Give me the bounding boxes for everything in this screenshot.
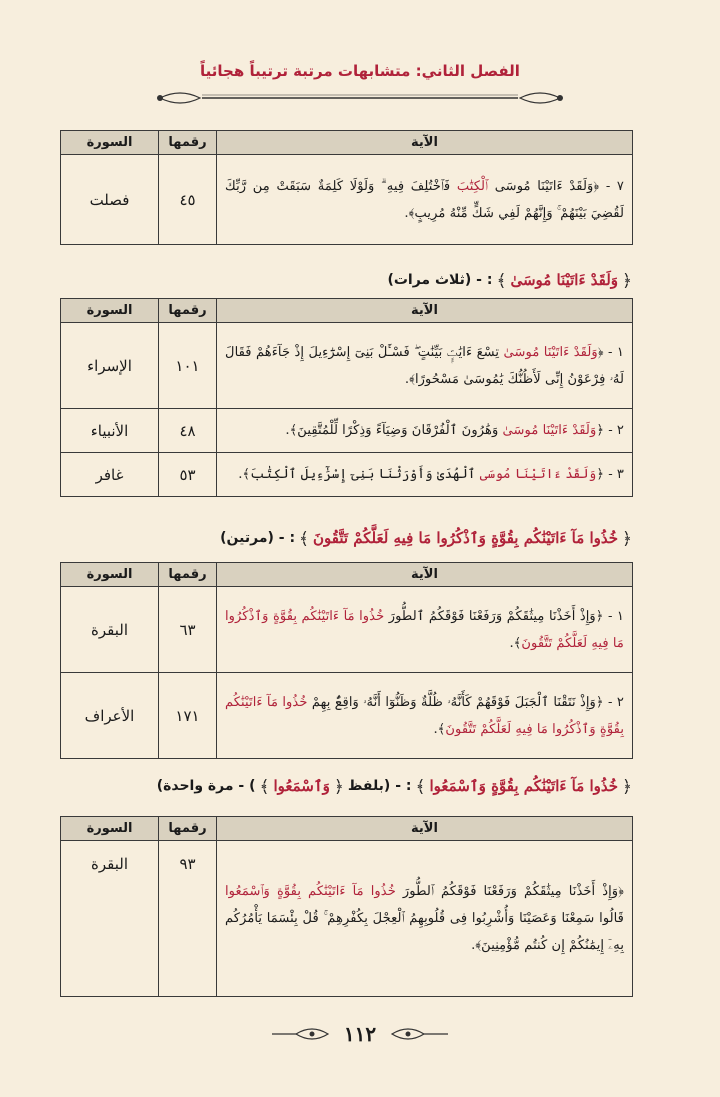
col-header-ayah: الآية bbox=[217, 299, 633, 323]
ayah-number: ١٧١ bbox=[159, 673, 217, 759]
bracket-open: ﴿ bbox=[333, 776, 344, 797]
ayah-number: ٤٥ bbox=[159, 155, 217, 245]
ayah-text: وَإِذْ أَخَذْنَا مِيثَٰقَكُمْ وَرَفَعْنَا فَوْقَكُمُ ٱلطُّورَ bbox=[384, 608, 596, 624]
col-header-surah: السورة bbox=[61, 299, 159, 323]
ayah-cell bbox=[217, 323, 633, 409]
table-row bbox=[61, 323, 633, 409]
bracket-open: ﴿ bbox=[622, 776, 632, 797]
section-note: : - (بلفظ bbox=[347, 778, 412, 794]
ayah-highlight: خُذُوا مَآ ءَاتَيْنَٰكُم بِقُوَّةٍ وَٱسْمَعُوا bbox=[225, 884, 396, 899]
section-note: : - (مرتين) bbox=[220, 530, 296, 546]
table-wasmau bbox=[60, 816, 633, 997]
bracket-open: ﴿ bbox=[593, 178, 600, 194]
ayah-highlight: خُذُوا مَآ ءَاتَيْنَٰكُم بِقُوَّةٍ وَٱذْكُرُوا مَا فِيهِ لَعَلَّكُمْ تَتَّقُونَ bbox=[225, 694, 624, 737]
table-row bbox=[61, 841, 633, 997]
bracket-close: ﴾. bbox=[285, 423, 298, 438]
bracket-close: ﴾. bbox=[509, 635, 522, 651]
bracket-open: ﴿ bbox=[597, 344, 604, 360]
surah-name: الأنبياء bbox=[61, 409, 159, 453]
table-khudhu bbox=[60, 562, 633, 759]
ayah-cell bbox=[217, 587, 633, 673]
section-heading bbox=[60, 524, 632, 552]
ayah-text: وَهَٰرُونَ ٱلْفُرْقَانَ وَضِيَآءً وَذِكْرًا لِّلْمُتَّقِينَ bbox=[297, 423, 503, 438]
surah-name: البقرة bbox=[61, 587, 159, 673]
chapter-header bbox=[150, 58, 570, 114]
col-header-number: رقمها bbox=[159, 563, 217, 587]
bracket-open: ﴿ bbox=[595, 694, 604, 710]
bracket-open: ﴿ bbox=[596, 423, 605, 438]
surah-name: الإسراء bbox=[61, 323, 159, 409]
surah-name: فصلت bbox=[61, 155, 159, 245]
section-heading bbox=[60, 772, 632, 800]
surah-name: البقرة bbox=[61, 841, 159, 997]
table-row bbox=[61, 587, 633, 673]
ayah-number: ٦٣ bbox=[159, 587, 217, 673]
ayah-index: ١ - bbox=[607, 608, 624, 624]
bracket-close: ﴾. bbox=[433, 721, 446, 737]
bracket-close: ﴾. bbox=[471, 938, 482, 953]
ayah-number: ٤٨ bbox=[159, 409, 217, 453]
section-note: : - (ثلاث مرات) bbox=[387, 272, 493, 288]
ayah-index: ٢ - bbox=[608, 423, 624, 438]
col-header-number: رقمها bbox=[159, 131, 217, 155]
header-ornament bbox=[150, 86, 570, 110]
bracket-close: ﴾ bbox=[299, 528, 310, 549]
section-note-2: ) - مرة واحدة) bbox=[156, 778, 256, 794]
bracket-open: ﴿ bbox=[596, 467, 605, 482]
table-musa bbox=[60, 298, 633, 497]
ayah-text: ٱلْهُدَىٰ وَأَوْرَثْنَا بَنِىٓ إِسْرَٰٓءِيلَ ٱلْكِتَٰبَ bbox=[250, 467, 480, 482]
ayah-number: ٥٣ bbox=[159, 453, 217, 497]
ayah-text: فَٱخْتُلِفَ فِيهِ ۗ وَلَوْلَا كَلِمَةٌ سَبَقَتْ مِن رَّبِّكَ لَقُضِيَ بَيْنَهُمْ ۚ وَإِنَّهُمْ لَفِي شَكٍّ مِّنْهُ مُرِيبٍ bbox=[225, 178, 624, 221]
ornament-right-icon bbox=[270, 1024, 330, 1044]
col-header-ayah: الآية bbox=[217, 563, 633, 587]
ayah-highlight: خُذُوا مَآ ءَاتَيْنَٰكُم بِقُوَّةٍ وَٱذْكُرُوا مَا فِيهِ لَعَلَّكُمْ تَتَّقُونَ bbox=[225, 608, 624, 651]
ayah-text: تِسْعَ ءَايَٰتٍۭ بَيِّنَٰتٍ ۖ فَسْـَٔلْ بَنِىٓ إِسْرَٰٓءِيلَ إِذْ جَآءَهُمْ فَقَالَ لَهُۥ فِرْعَوْنُ إِنِّى لَأَظُنُّكَ يَٰمُوسَىٰ مَسْحُورًا bbox=[225, 344, 624, 387]
ayah-text: قَالُوا سَمِعْنَا وَعَصَيْنَا وَأُشْرِبُوا فِى قُلُوبِهِمُ ٱلْعِجْلَ بِكُفْرِهِمْ ۚ قُلْ بِئْسَمَا يَأْمُرُكُم بِهِۦٓ إِيمَٰنُكُمْ إِن كُنتُم مُّؤْمِنِينَ bbox=[225, 911, 624, 953]
ayah-highlight: ٱلْكِتَٰبَ bbox=[456, 178, 489, 194]
col-header-ayah: الآية bbox=[217, 817, 633, 841]
bracket-close: ﴾. bbox=[404, 205, 415, 221]
ayah-cell bbox=[217, 409, 633, 453]
col-header-number: رقمها bbox=[159, 817, 217, 841]
ayah-text: وَلَقَدْ ءَاتَيْنَا مُوسَى bbox=[488, 178, 594, 194]
ayah-cell bbox=[217, 453, 633, 497]
ayah-index: ٧ - bbox=[605, 178, 624, 194]
ayah-text: وَإِذْ أَخَذْنَا مِيثَٰقَكُمْ وَرَفَعْنَا فَوْقَكُمُ ٱلطُّورَ bbox=[395, 884, 619, 899]
ayah-number: ٩٣ bbox=[159, 841, 217, 997]
page-footer bbox=[240, 1014, 480, 1054]
col-header-surah: السورة bbox=[61, 131, 159, 155]
bracket-open: ﴿ bbox=[595, 608, 604, 624]
table-row bbox=[61, 673, 633, 759]
ornament-left-icon bbox=[390, 1024, 450, 1044]
bracket-open: ﴿ bbox=[622, 270, 632, 291]
ayah-highlight: وَلَقَدْ ءَاتَيْنَا مُوسَى bbox=[479, 467, 597, 482]
section-quote: خُذُوا مَآ ءَاتَيْنَٰكُم بِقُوَّةٍ وَٱسْمَعُوا bbox=[429, 777, 619, 795]
bracket-close: ﴾ bbox=[496, 270, 507, 291]
bracket-close: ﴾ bbox=[259, 776, 270, 797]
section-quote: وَلَقَدْ ءَاتَيْنَا مُوسَىٰ bbox=[510, 271, 619, 289]
section-heading bbox=[60, 266, 632, 294]
bracket-open: ﴿ bbox=[618, 884, 624, 899]
table-row bbox=[61, 409, 633, 453]
ayah-cell bbox=[217, 841, 633, 997]
ayah-cell bbox=[217, 673, 633, 759]
col-header-ayah: الآية bbox=[217, 131, 633, 155]
ayah-text: وَإِذْ نَتَقْنَا ٱلْجَبَلَ فَوْقَهُمْ كَأَنَّهُۥ ظُلَّةٌ وَظَنُّوٓا أَنَّهُۥ وَاقِعٌۢ بِهِمْ bbox=[307, 694, 596, 710]
bracket-close: ﴾. bbox=[238, 467, 251, 482]
ayah-highlight: وَلَقَدْ ءَاتَيْنَا مُوسَىٰ bbox=[502, 423, 597, 438]
surah-name: الأعراف bbox=[61, 673, 159, 759]
ayah-index: ٣ - bbox=[608, 467, 624, 482]
ornament-divider-icon bbox=[150, 86, 570, 110]
bracket-close: ﴾. bbox=[404, 371, 415, 387]
section-quote: خُذُوا مَآ ءَاتَيْنَٰكُم بِقُوَّةٍ وَٱذْكُرُوا مَا فِيهِ لَعَلَّكُمْ تَتَّقُونَ bbox=[313, 529, 619, 547]
col-header-number: رقمها bbox=[159, 299, 217, 323]
table-row bbox=[61, 453, 633, 497]
ayah-number: ١٠١ bbox=[159, 323, 217, 409]
page-number: ١١٢ bbox=[343, 1022, 377, 1046]
col-header-surah: السورة bbox=[61, 817, 159, 841]
ayah-cell bbox=[217, 155, 633, 245]
table-row bbox=[61, 155, 633, 245]
ayah-index: ٢ - bbox=[608, 694, 624, 710]
ayah-index: ١ - bbox=[608, 344, 624, 360]
ayah-highlight: وَلَقَدْ ءَاتَيْنَا مُوسَىٰ bbox=[503, 344, 598, 360]
bracket-open: ﴿ bbox=[622, 528, 632, 549]
chapter-title: الفصل الثاني: متشابهات مرتبة ترتيباً هجائياً bbox=[200, 62, 520, 80]
bracket-close: ﴾ bbox=[415, 776, 426, 797]
table-fussilat bbox=[60, 130, 633, 245]
col-header-surah: السورة bbox=[61, 563, 159, 587]
surah-name: غافر bbox=[61, 453, 159, 497]
section-quote-2: وَٱسْمَعُوا bbox=[273, 777, 330, 795]
